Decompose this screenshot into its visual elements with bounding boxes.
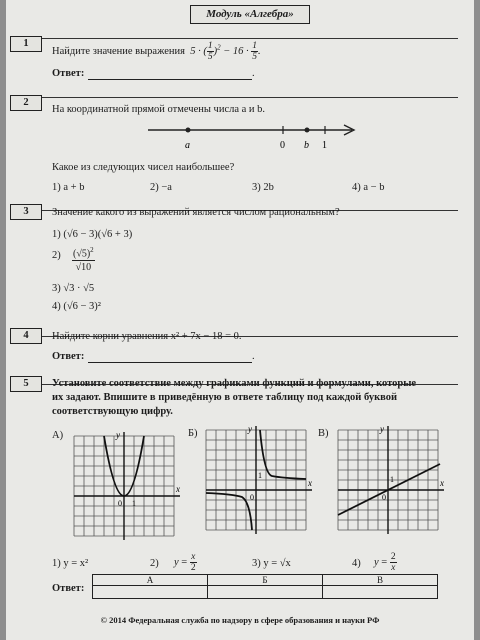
- answer-field-1[interactable]: [88, 79, 252, 80]
- point-a: [186, 128, 191, 133]
- task3-option2-expression: $\frac{(√5)^2}{√10}$: [73, 246, 94, 274]
- svg-text:x: x: [440, 478, 444, 488]
- graph-a: [70, 430, 188, 540]
- answer-table: [92, 574, 438, 599]
- answer-field-4[interactable]: [88, 362, 252, 363]
- label-a: a: [185, 140, 190, 151]
- task5-text-line: Установите соответствие между графиками функций и формулами, которые: [52, 378, 417, 389]
- answer-table-header: А: [93, 575, 208, 586]
- graph-label-a: А): [52, 430, 64, 441]
- graph-label-b: Б): [188, 428, 198, 439]
- svg-text:y: y: [380, 424, 384, 434]
- answer-label: Ответ:: [52, 583, 85, 594]
- task5-text-line: соответствующую цифру.: [52, 406, 173, 417]
- task-number: 5: [10, 376, 42, 392]
- svg-text:0: 0: [382, 493, 386, 502]
- svg-text:y: y: [248, 424, 252, 434]
- task-divider: [12, 97, 458, 98]
- number-line: [140, 120, 370, 156]
- module-header: Модуль «Алгебра»: [190, 5, 310, 24]
- task2-option[interactable]: 4) a − b: [352, 182, 385, 193]
- task-divider: [12, 38, 458, 39]
- task5-text-line: их задают. Впишите в приведённую в ответе таблицу под каждой буквой: [52, 392, 398, 403]
- svg-text:0: 0: [118, 499, 122, 508]
- svg-text:0: 0: [250, 493, 254, 502]
- task3-option[interactable]: 2): [52, 250, 61, 261]
- answer-label: Ответ:: [52, 351, 85, 362]
- label-one: 1: [322, 140, 327, 151]
- task2-text: На координатной прямой отмечены числа a и b.: [52, 104, 266, 115]
- graph-b: [202, 424, 320, 534]
- graph-c: [334, 424, 452, 534]
- exam-page: [6, 0, 474, 640]
- task3-option[interactable]: 4) (√6 − 3)²: [52, 301, 101, 312]
- graph-label-c: В): [318, 428, 329, 439]
- formula-option: 4): [352, 558, 361, 569]
- svg-text:1: 1: [132, 499, 136, 508]
- task3-option[interactable]: 1) (√6 − 3)(√6 + 3): [52, 229, 133, 240]
- formula2-expression: y = $\frac{x}{2}$: [174, 552, 196, 573]
- task1-expression: 5 · ( $\frac{1}{5}$ )$^2$ − 16 · $\frac{1}{5}$ .: [187, 41, 261, 62]
- task-number: 3: [10, 204, 42, 220]
- svg-text:x: x: [308, 478, 312, 488]
- svg-text:x: x: [176, 484, 180, 494]
- answer-table-header: Б: [208, 575, 323, 586]
- formula4-expression: y = $\frac{2}{x}$: [374, 552, 396, 573]
- answer-label: Ответ:: [52, 68, 85, 79]
- svg-text:1: 1: [258, 471, 262, 480]
- answer-table-header: В: [323, 575, 438, 586]
- formula-option: 3) y = √x: [252, 558, 291, 569]
- task-number: 2: [10, 95, 42, 111]
- task-number: 4: [10, 328, 42, 344]
- point-b: [305, 128, 310, 133]
- answer-cell-b[interactable]: [208, 586, 323, 599]
- task4-text: Найдите корни уравнения x² + 7x − 18 = 0.: [52, 331, 242, 342]
- formula-option: 2): [150, 558, 159, 569]
- task-number: 1: [10, 36, 42, 52]
- label-zero: 0: [280, 140, 285, 151]
- copyright-footer: © 2014 Федеральная служба по надзору в сфере образования и науки РФ: [100, 615, 380, 625]
- task2-option[interactable]: 3) 2b: [252, 182, 274, 193]
- task2-option[interactable]: 1) a + b: [52, 182, 85, 193]
- task2-option[interactable]: 2) −a: [150, 182, 172, 193]
- task3-text: Значение какого из выражений является числом рациональным?: [52, 207, 340, 218]
- answer-cell-a[interactable]: [93, 586, 208, 599]
- formula-option: 1) y = x²: [52, 558, 89, 569]
- label-b: b: [304, 140, 309, 151]
- task2-question: Какое из следующих чисел наибольшее?: [52, 162, 235, 173]
- task3-option[interactable]: 3) √3 · √5: [52, 283, 95, 294]
- task1-text: Найдите значение выражения 5 · ( $\frac{1}{5}$ )$^2$ − 16 · $\frac{1}{5}$ .: [52, 41, 261, 62]
- svg-text:1: 1: [390, 475, 394, 484]
- answer-cell-c[interactable]: [323, 586, 438, 599]
- svg-text:y: y: [116, 430, 120, 440]
